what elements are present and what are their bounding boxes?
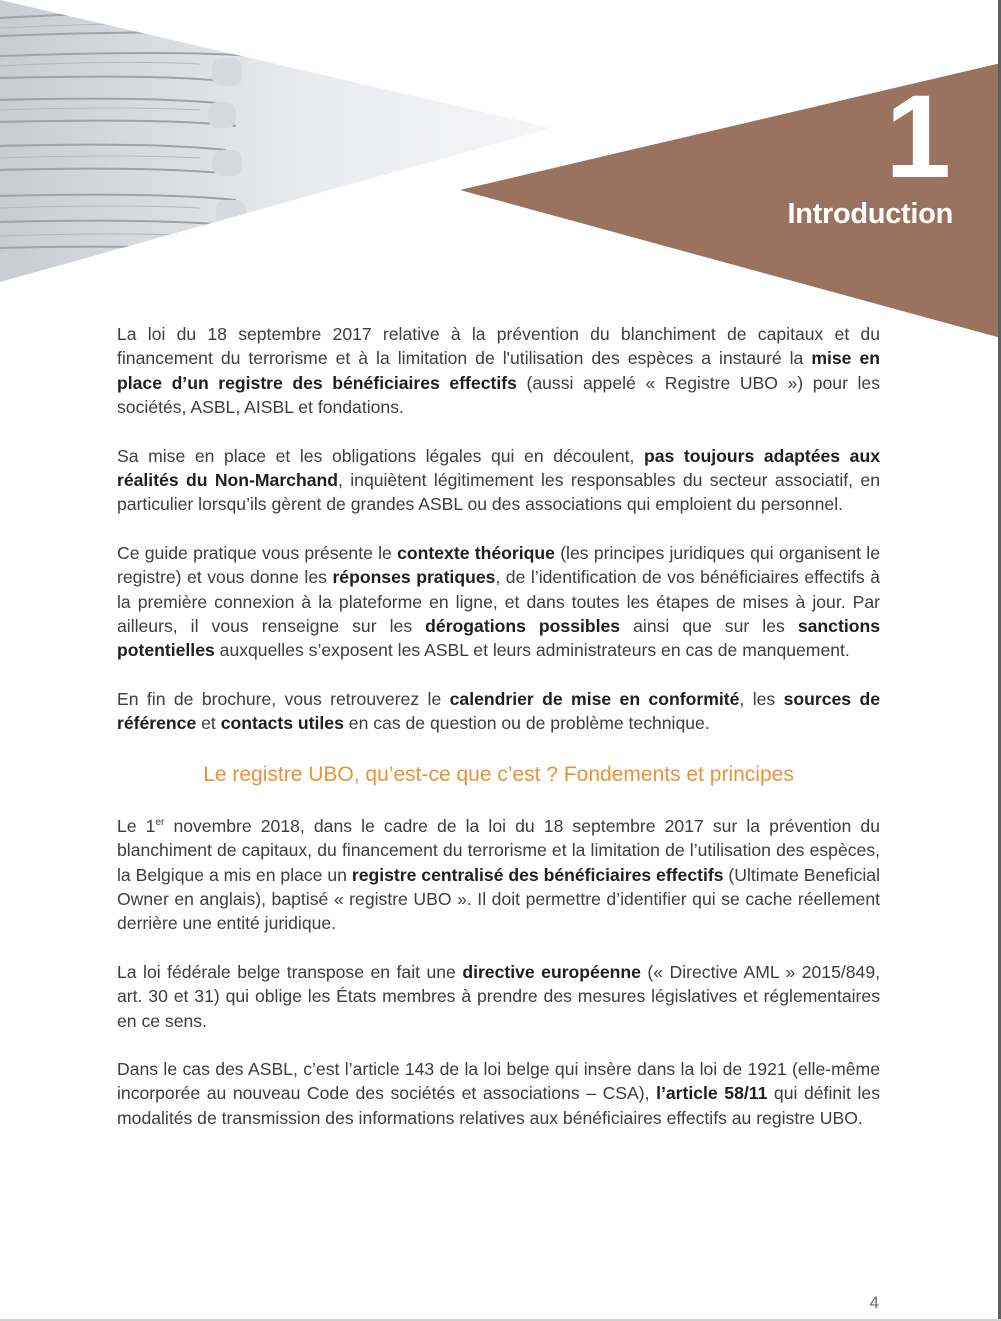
paragraph — [117, 687, 880, 736]
paragraph-text: , inquiètent légitimement les responsables du secteur associatif, en particulier lorsqu’ils gèrent de grandes ASBL ou des associations qui emploient du personnel. — [117, 470, 880, 515]
emphasis-text: sources de référence — [117, 688, 881, 734]
paragraph-text: , de l’identification de vos bénéficiaires effectifs à la première connexion à la plateforme en ligne, et dans toutes les étapes de mises à jour. Par ailleurs, il vous renseigne sur les — [117, 567, 880, 637]
emphasis-text: calendrier de mise en conformité — [449, 688, 740, 709]
paragraph — [117, 322, 880, 420]
paragraph-text: Le 1 — [117, 815, 156, 836]
emphasis-text: contacts utiles — [220, 713, 344, 734]
emphasis-text: l’article 58/11 — [656, 1083, 768, 1104]
emphasis-text: directive européenne — [462, 961, 641, 982]
paragraph-text: auxquelles s’exposent les ASBL et leurs administrateurs en cas de manquement. — [214, 640, 850, 661]
paragraph-text: (les principes juridiques qui organisent le registre) et vous donne les — [117, 542, 880, 588]
intro-paragraphs — [117, 322, 880, 736]
paragraph-text: novembre 2018, dans le cadre de la loi du 18 septembre 2017 sur la prévention du blanchiment de capitaux, du financement du terrorisme et la limitation de l’utilisation des espèces, la Belgique a mis en place un — [117, 815, 880, 885]
paragraph-text: qui définit les modalités de transmission des informations relatives aux bénéficiaires effectifs au registre UBO. — [117, 1083, 880, 1128]
chapter-title: Introduction — [787, 198, 953, 230]
emphasis-text: dérogations possibles — [425, 616, 621, 637]
emphasis-text: réponses pratiques — [332, 567, 496, 588]
paragraph-text: La loi fédérale belge transpose en fait une — [117, 961, 463, 982]
header-artwork — [0, 0, 1001, 345]
paragraph-text: En fin de brochure, vous retrouverez le — [117, 688, 450, 709]
main-content — [117, 322, 880, 1154]
section-paragraphs — [117, 814, 880, 1130]
emphasis-text: contexte théorique — [397, 542, 555, 563]
paragraph-text: et — [196, 713, 221, 734]
paragraph — [117, 814, 880, 936]
paragraph-text: ainsi que sur les — [620, 616, 798, 637]
paragraph-text: en cas de question ou de problème technique. — [343, 713, 710, 734]
paragraph-text: La loi du 18 septembre 2017 relative à la prévention du blanchiment de capitaux et du financement du terrorisme et à la limitation de l'utilisation des espèces a instauré la — [117, 324, 880, 369]
paragraph-text: , les — [739, 688, 784, 709]
paragraph-text: (aussi appelé « Registre UBO ») pour les sociétés, ASBL, AISBL et fondations. — [117, 372, 881, 418]
paragraph-text: (Ultimate Beneficial Owner en anglais), baptisé « registre UBO ». Il doit permettre d’identifier qui se cache réellement derrière une entité juridique. — [117, 864, 880, 934]
paragraph-text: Ce guide pratique vous présente le — [117, 542, 398, 563]
chapter-number: 1 — [885, 71, 951, 203]
paragraph-text: (« Directive AML » 2015/849, art. 30 et 31) qui oblige les États membres à prendre des mesures législatives et réglementaires en ce sens. — [117, 961, 880, 1031]
emphasis-text: mise en place d’un registre des bénéficiaires effectifs — [117, 348, 880, 393]
paragraph — [117, 541, 880, 663]
paragraph — [117, 960, 880, 1033]
emphasis-text: registre centralisé des bénéficiaires effectifs — [351, 864, 724, 885]
paragraph — [117, 444, 880, 517]
page-number: 4 — [869, 1293, 879, 1312]
paragraph — [117, 1057, 880, 1130]
emphasis-text: sanctions potentielles — [117, 616, 880, 661]
paragraph-text: Dans le cas des ASBL, c’est l’article 143 de la loi belge qui insère dans la loi de 1921 (elle-même incorporée au nouveau Code des sociétés et associations – CSA), — [117, 1058, 880, 1104]
superscript-text: er — [155, 816, 165, 828]
paragraph-text: Sa mise en place et les obligations légales qui en découlent, — [117, 445, 644, 466]
section-heading: Le registre UBO, qu’est-ce que c’est ? Fondements et principes — [203, 762, 794, 786]
binders-image — [0, 0, 560, 290]
emphasis-text: pas toujours adaptées aux réalités du Non-Marchand — [117, 445, 880, 491]
